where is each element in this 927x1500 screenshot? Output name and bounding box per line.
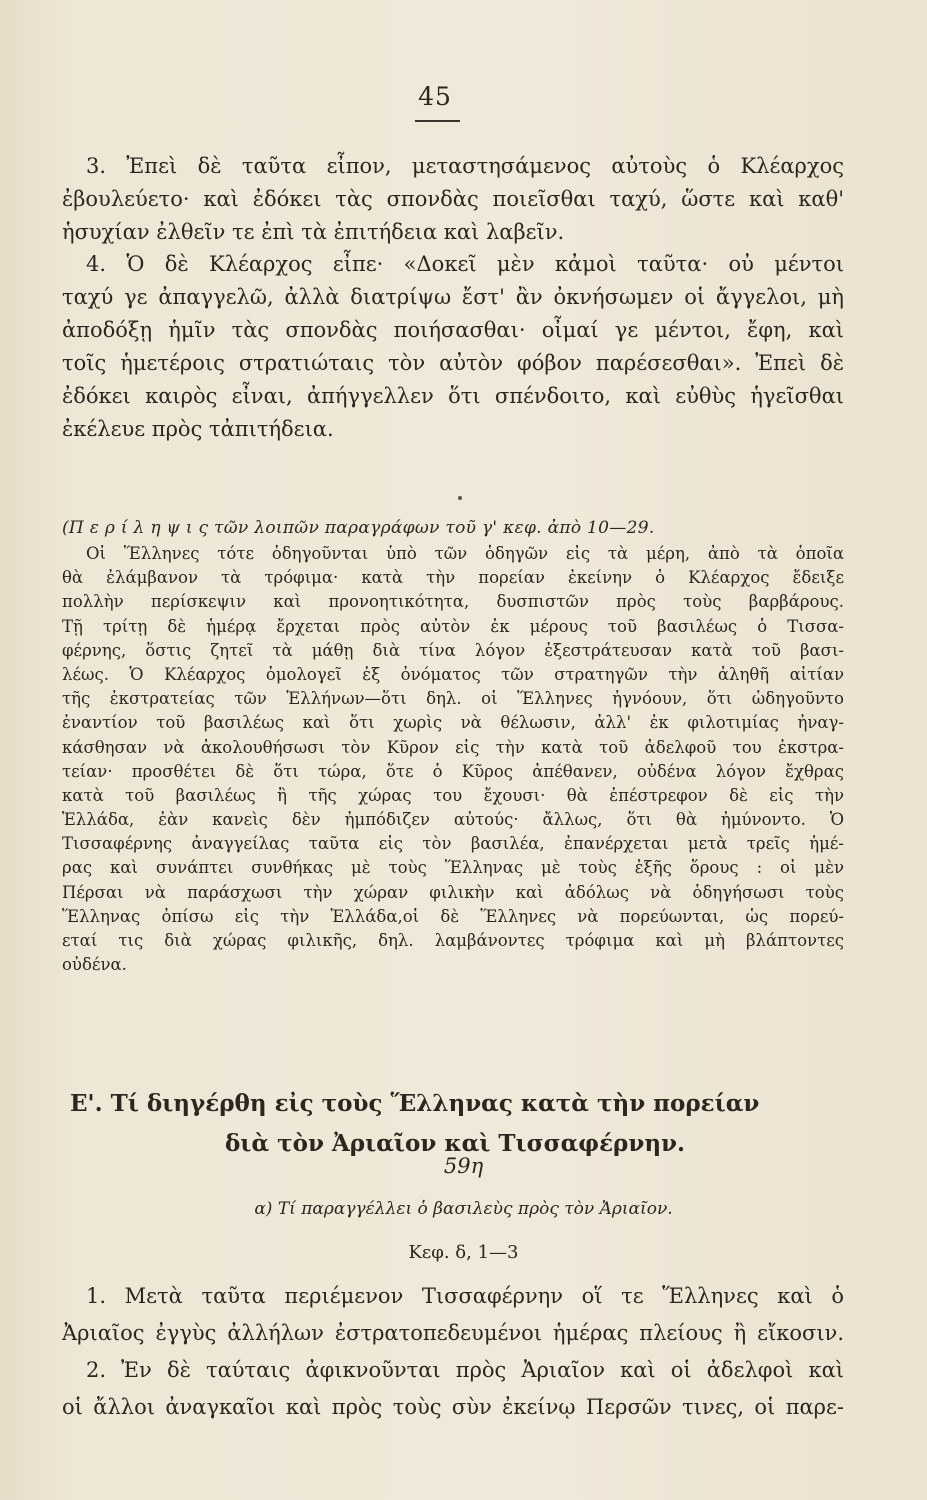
text-line: ἐβουλεύετο· καὶ ἐδόκει τὰς σπονδὰς ποιεῖσθαι ταχύ, ὥστε καὶ καθ' [62,187,844,211]
summary-line: Τῇ τρίτῃ δὲ ἡμέρᾳ ἔρχεται πρὸς αὐτὸν ἐκ μέρους τοῦ βασιλέως ὁ Τισσα- [62,616,844,636]
summary-line: Ἑλλάδα, ἐὰν κανεὶς δὲν ἠμπόδιζεν αὐτούς· ἄλλως, ὅτι θὰ ἠμύνοντο. Ὁ [62,810,844,830]
summary-line: εταί τις διὰ χώρας φιλικῆς, δηλ. λαμβάνοντες τρόφιμα καὶ μὴ βλάπτοντες [62,931,844,950]
summary-heading-text: (Π ε ρ ί λ η ψ ι ς τῶν λοιπῶν παραγράφων τοῦ γ' κεφ. ἀπὸ 10—29. [62,518,655,538]
final-paragraphs [62,1278,844,1426]
text-line: οἱ ἄλλοι ἀναγκαῖοι καὶ πρὸς τοὺς σὺν ἐκείνῳ Περσῶν τινες, οἱ παρε- [62,1395,844,1419]
summary-line: ἐναντίον τοῦ βασιλέως καὶ ὅτι χωρὶς νὰ θέλωσιν, ἀλλ' ἐκ φιλοτιμίας ἠναγ- [62,713,844,733]
summary-line: θὰ ἐλάμβανον τὰ τρόφιμα· κατὰ τὴν πορείαν ἐκείνην ὁ Κλέαρχος ἔδειξε [62,568,844,588]
summary-line: φέρνης, ὅστις ζητεῖ τὰ μάθῃ διὰ τίνα λόγον ἐξεστράτευσαν κατὰ τοῦ βασι- [62,640,844,660]
separator-dot [458,496,462,500]
chapter-heading [70,1084,840,1164]
text-line: 1. Μετὰ ταῦτα περιέμενον Τισσαφέρνην οἵ τε Ἕλληνες καὶ ὁ [86,1284,844,1308]
section-number: 59η [443,1154,484,1178]
chapter-heading-line: διὰ τὸν Ἀριαῖον καὶ Τισσαφέρνην. [224,1130,686,1157]
text-line: 2. Ἐν δὲ ταύταις ἀφικνοῦνται πρὸς Ἀριαῖον καὶ οἱ ἀδελφοὶ καὶ [86,1358,844,1382]
summary-line: Οἱ Ἕλληνες τότε ὁδηγοῦνται ὑπὸ τῶν ὁδηγῶν εἰς τὰ μέρη, ἀπὸ τὰ ὁποῖα [86,544,844,563]
paragraph-3 [62,150,844,249]
text-line: τοῖς ἡμετέροις στρατιώταις τὸν αὐτὸν φόβον παρέσεσθαι». Ἐπεὶ δὲ [62,351,844,375]
page-number: 45 [418,82,452,111]
text-line: ἐδόκει καιρὸς εἶναι, ἀπήγγελλεν ὅτι σπένδοιτο, καὶ εὐθὺς ἡγεῖσθαι [62,384,844,408]
summary-line: τῆς ἐκστρατείας τῶν Ἑλλήνων—ὅτι δηλ. οἱ Ἕλληνες ἠγνόουν, ὅτι ὡδηγοῦντο [62,689,844,709]
summary-line: Τισσαφέρνης ἀναγγείλας ταῦτα εἰς τὸν βασιλέα, ἐπανέρχεται μετὰ τρεῖς ἡμέ- [62,834,844,854]
summary-paragraph [62,542,844,977]
summary-heading [62,516,844,540]
summary-line: ρας καὶ συνάπτει συνθήκας μὲ τοὺς Ἕλληνας μὲ τοὺς ἑξῆς ὅρους : οἱ μὲν [62,858,844,878]
text-line: ταχύ γε ἀπαγγελῶ, ἀλλὰ διατρίψω ἔστ' ἂν ὀκνήσωμεν οἱ ἄγγελοι, μὴ [62,285,844,309]
chapter-reference: Κεφ. δ, 1—3 [408,1242,519,1263]
summary-line: τείαν· προσθέτει δὲ ὅτι τώρα, ὅτε ὁ Κῦρος ἀπέθανεν, οὐδένα λόγον ἔχθρας [62,761,844,781]
page-number-rule [415,120,460,122]
summary-line: οὐδένα. [62,955,127,975]
text-line: ἡσυχίαν ἐλθεῖν τε ἐπὶ τὰ ἐπιτήδεια καὶ λαβεῖν. [62,220,565,244]
text-line: Ἀριαῖος ἐγγὺς ἀλλήλων ἐστρατοπεδευμένοι ἡμέρας πλείους ἢ εἴκοσιν. [62,1321,844,1345]
paragraph-4 [62,248,844,446]
summary-line: Πέρσαι νὰ παράσχωσι τὴν χώραν φιλικὴν καὶ ἀδόλως νὰ ὁδηγήσωσι τοὺς [62,882,844,902]
text-line: ἐκέλευε πρὸς τἀπιτήδεια. [62,417,334,441]
summary-line: Ἕλληνας ὀπίσω εἰς τὴν Ἑλλάδα,οἱ δὲ Ἕλληνες νὰ πορεύωνται, ὡς πορεύ- [62,906,844,926]
text-line: 4. Ὁ δὲ Κλέαρχος εἶπε· «Δοκεῖ μὲν κἀμοὶ ταῦτα· οὐ μέντοι [86,252,844,276]
summary-line: κατὰ τοῦ βασιλέως ἢ τῆς χώρας του ἔχουσι· θὰ ἐπέστρεφον δὲ εἰς τὴν [62,785,844,805]
text-line: 3. Ἐπεὶ δὲ ταῦτα εἶπον, μεταστησάμενος αὐτοὺς ὁ Κλέαρχος [86,154,844,178]
summary-line: πολλὴν περίσκεψιν καὶ προνοητικότητα, δυσπιστῶν πρὸς τοὺς βαρβάρους. [62,592,844,612]
text-line: ἀποδόξῃ ἡμῖν τὰς σπονδὰς ποιήσασθαι· οἶμαί γε μέντοι, ἔφη, καὶ [62,318,844,342]
summary-line: κάσθησαν νὰ ἀκολουθήσωσι τὸν Κῦρον εἰς τὴν κατὰ τοῦ ἀδελφοῦ του ἐκστρα- [62,737,844,757]
section-subheading: α) Τί παραγγέλλει ὁ βασιλεὺς πρὸς τὸν Ἀριαῖον. [254,1199,673,1219]
summary-line: λέως. Ὁ Κλέαρχος ὁμολογεῖ ἐξ ὀνόματος τῶν στρατηγῶν τὴν ἀληθῆ αἰτίαν [62,664,844,684]
chapter-heading-line: Ε'. Τί διηγέρθη εἰς τοὺς Ἕλληνας κατὰ τὴν πορείαν [70,1090,760,1117]
